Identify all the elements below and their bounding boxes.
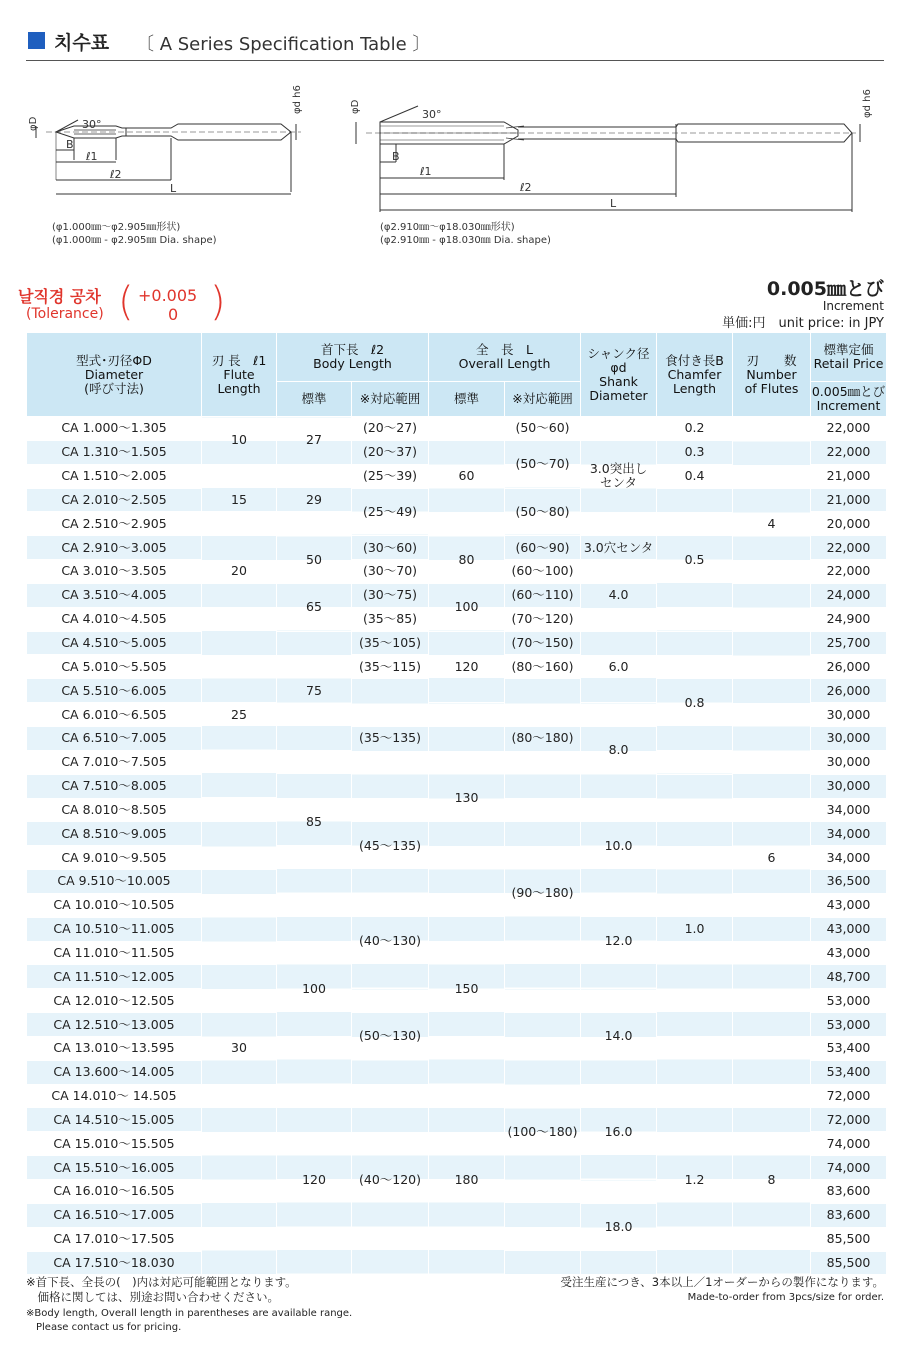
model-cell: CA 12.510～13.005 [27, 1013, 202, 1037]
l2-label-right: ℓ2 [520, 181, 532, 194]
phi-d-label-right: φD [350, 99, 361, 114]
overall-std-cell: 80 [429, 536, 505, 584]
overall-std-cell: 150 [429, 893, 505, 1084]
price-cell: 34,000 [811, 846, 887, 870]
model-cell: CA 4.510～5.005 [27, 631, 202, 655]
model-cell: CA 11.010～11.505 [27, 941, 202, 965]
caption-right-en: (φ2.910㎜ - φ18.030㎜ Dia. shape) [380, 235, 551, 246]
col-body-length: 首下長 ℓ2 Body Length [277, 333, 429, 382]
model-cell: CA 7.010～7.505 [27, 750, 202, 774]
model-cell: CA 11.510～12.005 [27, 965, 202, 989]
tolerance-label: 날직경 공차 [18, 287, 101, 306]
price-cell: 21,000 [811, 488, 887, 512]
col-body-range: ※対応範囲 [352, 382, 429, 417]
price-cell: 48,700 [811, 965, 887, 989]
flutes-cell: 8 [733, 1084, 811, 1275]
overall-range-cell: (70～150) [505, 631, 581, 655]
model-cell: CA 6.510～7.005 [27, 726, 202, 750]
col-shank-diameter: シャンク径 φd Shank Diameter [581, 333, 657, 417]
body-std-cell: 50 [277, 536, 352, 584]
body-std-cell: 120 [277, 1084, 352, 1275]
overall-std-cell: 180 [429, 1084, 505, 1275]
model-cell: CA 6.010～6.505 [27, 703, 202, 727]
col-body-std: 標準 [277, 382, 352, 417]
l1-label-right: ℓ1 [420, 165, 432, 178]
price-cell: 34,000 [811, 822, 887, 846]
price-cell: 22,000 [811, 536, 887, 560]
price-cell: 85,500 [811, 1227, 887, 1251]
section-header [26, 28, 884, 61]
caption-left-ja: (φ1.000㎜～φ2.905㎜形状) [52, 222, 181, 233]
l-label-left: L [170, 182, 177, 195]
table-row [27, 631, 887, 655]
body-std-cell: 75 [277, 631, 352, 750]
chamfer-cell: 0.4 [657, 464, 733, 488]
col-chamfer-length: 食付き長B Chamfer Length [657, 333, 733, 417]
model-cell: CA 14.510～15.005 [27, 1108, 202, 1132]
flute-length-cell: 20 [202, 536, 277, 608]
overall-range-cell: (80～160) [505, 655, 581, 679]
footnote-left-en-1: ※Body length, Overall length in parentheses are available range. [26, 1308, 353, 1319]
price-cell: 25,700 [811, 631, 887, 655]
paren-close-icon: ) [210, 279, 226, 325]
caption-right-ja: (φ2.910㎜～φ18.030㎜形状) [380, 222, 515, 233]
flute-length-cell: 25 [202, 607, 277, 822]
b-label-right: B [392, 150, 400, 163]
model-cell: CA 13.600～14.005 [27, 1060, 202, 1084]
shank-cell: 16.0 [581, 1084, 657, 1179]
large-reamer-drawing [356, 106, 860, 212]
model-cell: CA 1.510～2.005 [27, 464, 202, 488]
table-row [27, 1084, 887, 1108]
shank-cell: 3.0突出し センタ [581, 417, 657, 536]
shank-cell: 6.0 [581, 631, 657, 703]
spec-table [26, 332, 887, 1275]
body-range-cell: (35～135) [352, 679, 429, 798]
price-cell: 22,000 [811, 440, 887, 464]
caption-right [380, 221, 551, 247]
header-korean-title: 치수표 [54, 32, 110, 54]
overall-range-cell: (100～180) [505, 989, 581, 1275]
b-label-left: B [66, 138, 74, 151]
overall-range-cell: (60～100) [505, 560, 581, 584]
price-cell: 43,000 [811, 893, 887, 917]
shank-cell: 10.0 [581, 798, 657, 893]
model-cell: CA 17.010～17.505 [27, 1227, 202, 1251]
model-cell: CA 8.510～9.005 [27, 822, 202, 846]
overall-range-cell: (80～180) [505, 679, 581, 798]
model-cell: CA 10.510～11.005 [27, 917, 202, 941]
price-cell: 30,000 [811, 774, 887, 798]
shank-cell: 14.0 [581, 989, 657, 1084]
col-overall-length: 全 長 L Overall Length [429, 333, 581, 382]
increment-sub: Increment [822, 299, 884, 313]
unit-price-note: 単価:円 unit price: in JPY [722, 316, 884, 331]
flutes-cell: 4 [733, 417, 811, 632]
price-cell: 43,000 [811, 941, 887, 965]
phi-dh6-label-right: φd h6 [862, 89, 873, 118]
col-model: 型式･刃径ΦD Diameter (呼び寸法) [27, 333, 202, 417]
price-cell: 26,000 [811, 679, 887, 703]
increment-block [722, 278, 884, 332]
overall-range-cell: (50～80) [505, 488, 581, 536]
body-std-cell: 65 [277, 583, 352, 631]
col-price-increment: 0.005㎜とび Increment [811, 382, 887, 417]
model-cell: CA 5.510～6.005 [27, 679, 202, 703]
model-cell: CA 1.310～1.505 [27, 440, 202, 464]
model-cell: CA 14.010～ 14.505 [27, 1084, 202, 1108]
chamfer-cell: 0.2 [657, 417, 733, 441]
increment-title: 0.005㎜とび [766, 278, 884, 300]
price-cell: 53,400 [811, 1060, 887, 1084]
body-range-cell: (45～135) [352, 798, 429, 893]
price-cell: 74,000 [811, 1132, 887, 1156]
price-cell: 24,900 [811, 607, 887, 631]
chamfer-cell: 0.8 [657, 631, 733, 774]
body-std-cell: 85 [277, 750, 352, 893]
flute-length-cell: 10 [202, 417, 277, 465]
caption-left [52, 221, 217, 247]
body-range-cell: (25～39) [352, 464, 429, 488]
price-cell: 36,500 [811, 870, 887, 894]
price-cell: 72,000 [811, 1084, 887, 1108]
body-std-cell: 27 [277, 417, 352, 465]
tolerance-lower: 0 [168, 305, 179, 324]
model-cell: CA 10.010～10.505 [27, 893, 202, 917]
overall-range-cell: (50～60) [505, 417, 581, 441]
overall-std-cell: 120 [429, 631, 505, 703]
body-range-cell: (35～115) [352, 655, 429, 679]
overall-range-cell: (90～180) [505, 798, 581, 989]
phi-dh6-label-left: φd h6 [292, 85, 303, 114]
flute-length-cell: 15 [202, 464, 277, 536]
chamfer-cell: 0.5 [657, 488, 733, 631]
footnote-left-en-2: Please contact us for pricing. [26, 1322, 182, 1333]
table-row [27, 417, 887, 441]
model-cell: CA 17.510～18.030 [27, 1251, 202, 1275]
chamfer-cell: 1.2 [657, 1084, 733, 1275]
l-label-right: L [610, 197, 617, 210]
shank-cell: 8.0 [581, 703, 657, 798]
col-retail-price: 標準定価 Retail Price [811, 333, 887, 382]
price-cell: 53,000 [811, 1013, 887, 1037]
overall-std-cell: 60 [429, 417, 505, 536]
l2-label-left: ℓ2 [110, 168, 122, 181]
blue-square-icon [28, 32, 45, 49]
body-range-cell: (35～85) [352, 607, 429, 631]
model-cell: CA 2.910～3.005 [27, 536, 202, 560]
col-overall-std: 標準 [429, 382, 505, 417]
footnote-right-ja: 受注生産につき、3本以上／1オーダーからの製作になります。 [560, 1275, 884, 1289]
overall-range-cell: (60～90) [505, 536, 581, 560]
body-range-cell: (40～130) [352, 893, 429, 988]
price-cell: 83,600 [811, 1203, 887, 1227]
model-cell: CA 2.010～2.505 [27, 488, 202, 512]
model-cell: CA 4.010～4.505 [27, 607, 202, 631]
price-cell: 72,000 [811, 1108, 887, 1132]
angle-label-left: 30° [82, 118, 102, 131]
col-number-of-flutes: 刃 数 Number of Flutes [733, 333, 811, 417]
model-cell: CA 5.010～5.505 [27, 655, 202, 679]
overall-std-cell: 130 [429, 703, 505, 894]
body-range-cell: (30～75) [352, 583, 429, 607]
footnote-left-ja-2: 価格に関しては、別途お問い合わせください。 [26, 1290, 279, 1304]
price-cell: 22,000 [811, 417, 887, 441]
model-cell: CA 13.010～13.595 [27, 1036, 202, 1060]
price-cell: 83,600 [811, 1180, 887, 1204]
body-range-cell: (50～130) [352, 989, 429, 1084]
flute-length-cell: 30 [202, 822, 277, 1275]
footnote-right-en: Made-to-order from 3pcs/size for order. [687, 1292, 884, 1303]
l1-label-left: ℓ1 [86, 150, 98, 163]
model-cell: CA 12.010～12.505 [27, 989, 202, 1013]
chamfer-cell: 0.3 [657, 440, 733, 464]
price-cell: 30,000 [811, 750, 887, 774]
col-flute-length: 刃 長 ℓ1 Flute Length [202, 333, 277, 417]
model-cell: CA 15.510～16.005 [27, 1156, 202, 1180]
angle-label-right: 30° [422, 108, 442, 121]
shank-cell: 12.0 [581, 893, 657, 988]
price-cell: 30,000 [811, 703, 887, 727]
body-range-cell: (40～120) [352, 1084, 429, 1275]
price-cell: 53,000 [811, 989, 887, 1013]
price-cell: 20,000 [811, 512, 887, 536]
tolerance-upper: +0.005 [138, 286, 198, 305]
price-cell: 21,000 [811, 464, 887, 488]
model-cell: CA 2.510～2.905 [27, 512, 202, 536]
model-cell: CA 9.510～10.005 [27, 870, 202, 894]
price-cell: 34,000 [811, 798, 887, 822]
overall-range-cell: (60～110) [505, 583, 581, 607]
overall-range-cell: (70～120) [505, 607, 581, 631]
body-range-cell: (35～105) [352, 631, 429, 655]
shank-cell: 4.0 [581, 560, 657, 632]
paren-open-icon: ( [118, 279, 134, 325]
model-cell: CA 3.510～4.005 [27, 583, 202, 607]
price-cell: 22,000 [811, 560, 887, 584]
phi-d-label-left: φD [28, 116, 39, 131]
body-std-cell: 100 [277, 893, 352, 1084]
chamfer-cell: 1.0 [657, 774, 733, 1084]
body-std-cell: 29 [277, 464, 352, 536]
shank-cell: 3.0穴センタ [581, 536, 657, 560]
price-cell: 24,000 [811, 583, 887, 607]
footnote-left-ja-1: ※首下長、全長の( )内は対応可能範囲となります。 [26, 1275, 297, 1289]
price-cell: 30,000 [811, 726, 887, 750]
header-english-title: 〔 A Series Specification Table 〕 [136, 34, 431, 55]
body-range-cell: (30～70) [352, 560, 429, 584]
price-cell: 43,000 [811, 917, 887, 941]
col-overall-range: ※対応範囲 [505, 382, 581, 417]
price-cell: 26,000 [811, 655, 887, 679]
flutes-cell: 6 [733, 631, 811, 1084]
price-cell: 53,400 [811, 1036, 887, 1060]
model-cell: CA 9.010～9.505 [27, 846, 202, 870]
model-cell: CA 16.010～16.505 [27, 1180, 202, 1204]
model-cell: CA 1.000～1.305 [27, 417, 202, 441]
body-range-cell: (20～27) [352, 417, 429, 441]
overall-std-cell: 100 [429, 583, 505, 631]
price-cell: 85,500 [811, 1251, 887, 1275]
tolerance-sub: (Tolerance) [26, 306, 104, 322]
body-range-cell: (30～60) [352, 536, 429, 560]
model-cell: CA 3.010～3.505 [27, 560, 202, 584]
price-cell: 74,000 [811, 1156, 887, 1180]
body-range-cell: (20～37) [352, 440, 429, 464]
small-reamer-drawing [36, 120, 301, 194]
body-range-cell: (25～49) [352, 488, 429, 536]
overall-range-cell: (50～70) [505, 440, 581, 488]
shank-cell: 18.0 [581, 1180, 657, 1275]
model-cell: CA 7.510～8.005 [27, 774, 202, 798]
caption-left-en: (φ1.000㎜ - φ2.905㎜ Dia. shape) [52, 235, 217, 246]
model-cell: CA 15.010～15.505 [27, 1132, 202, 1156]
model-cell: CA 16.510～17.005 [27, 1203, 202, 1227]
model-cell: CA 8.010～8.505 [27, 798, 202, 822]
